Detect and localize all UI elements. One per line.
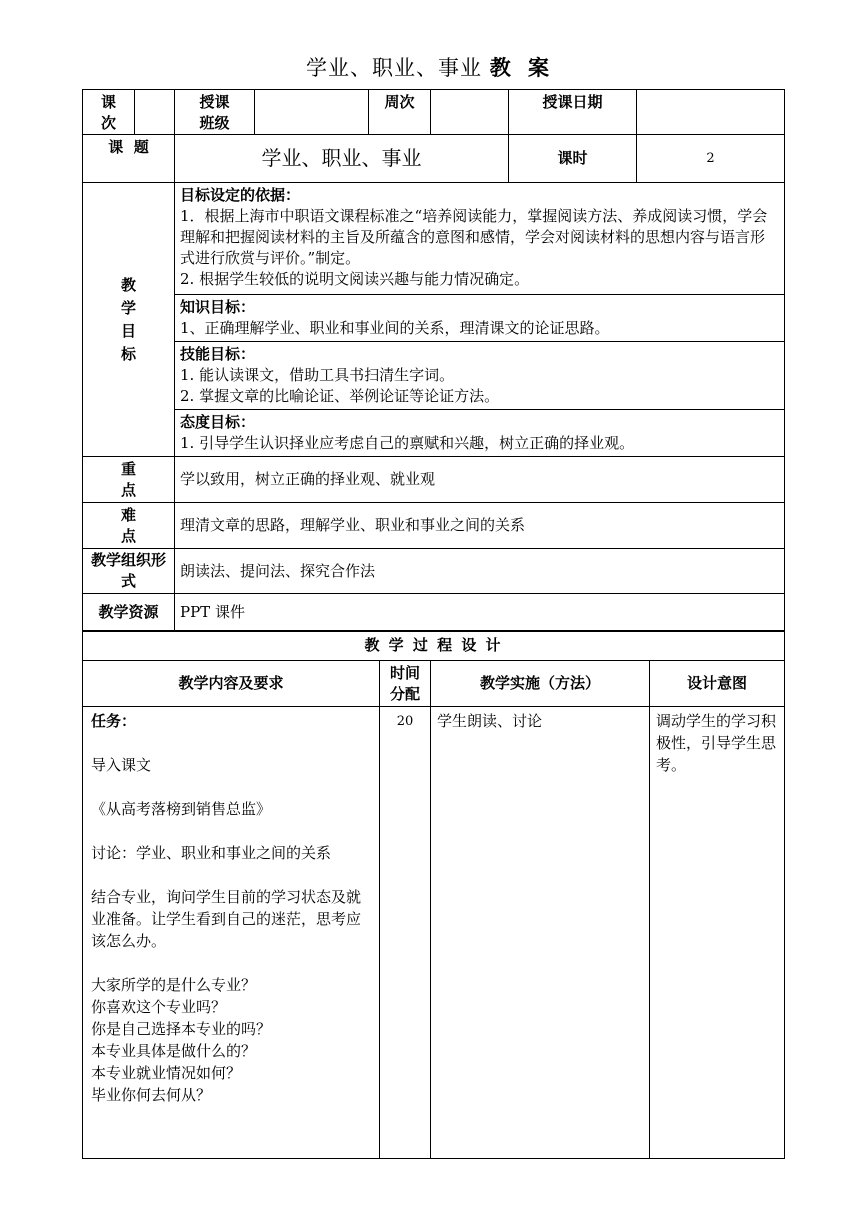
topic-label: 课 题 — [83, 135, 175, 183]
knowledge-text-1: 1、正确理解学业、职业和事业间的关系，理清课文的论证思路。 — [180, 319, 610, 337]
difficult-point-value: 理清文章的思路，理解学业、职业和事业之间的关系 — [175, 503, 785, 549]
knowledge-cell — [175, 295, 785, 342]
question-item: 你是自己选择本专业的吗？ — [91, 1020, 272, 1038]
question-item: 毕业你何去何从？ — [91, 1086, 212, 1104]
question-item: 本专业就业情况如何？ — [91, 1064, 242, 1082]
resource-label: 教学资源 — [83, 594, 175, 632]
method-value: 学生朗读、讨论 — [431, 707, 650, 1159]
process-table — [82, 630, 785, 1159]
task-label: 任务： — [91, 712, 137, 730]
question-item: 大家所学的是什么专业？ — [91, 976, 257, 994]
col-method-header: 教学实施（方法） — [431, 661, 650, 707]
class-label: 授课班级 — [175, 90, 255, 135]
skill-text-1: 1. 能认读课文，借助工具书扫清生字词。 — [180, 366, 455, 384]
basis-cell — [175, 183, 785, 295]
hours-value: 2 — [637, 135, 785, 183]
attitude-heading: 态度目标： — [180, 413, 256, 431]
hours-label: 课时 — [509, 135, 637, 183]
basis-text-1: 1．根据上海市中职语文课程标准之“培养阅读能力，掌握阅读方法、养成阅读习惯，学会理解和把握阅读材料的主旨及所蕴含的意图和感情，学会对阅读材料的思想内容与语言形式进行欣赏与评价。”制定。 — [180, 207, 768, 267]
col-content-header: 教学内容及要求 — [83, 661, 380, 707]
title-suffix: 教 案 — [489, 55, 554, 80]
organization-label: 教学组织形式 — [83, 549, 175, 594]
skill-cell — [175, 342, 785, 410]
topic-value: 学业、职业、事业 — [175, 135, 509, 183]
key-point-label: 重点 — [83, 457, 175, 503]
class-value — [255, 90, 369, 135]
knowledge-heading: 知识目标： — [180, 298, 256, 316]
date-label: 授课日期 — [509, 90, 637, 135]
question-item: 你喜欢这个专业吗？ — [91, 998, 227, 1016]
content-line: 讨论：学业、职业和事业之间的关系 — [91, 844, 332, 862]
difficult-point-label: 难点 — [83, 503, 175, 549]
lesson-no-label: 课次 — [83, 90, 135, 135]
time-value: 20 — [380, 707, 431, 1159]
skill-heading: 技能目标： — [180, 345, 256, 363]
content-line: 结合专业，询问学生目前的学习状态及就业准备。让学生看到自己的迷茫，思考应该怎么办。 — [91, 888, 362, 950]
skill-text-2: 2. 掌握文章的比喻论证、举例论证等论证方法。 — [180, 387, 500, 405]
col-intent-header: 设计意图 — [650, 661, 785, 707]
document-title — [0, 52, 860, 82]
intent-value: 调动学生的学习积极性，引导学生思考。 — [650, 707, 785, 1159]
basis-heading: 目标设定的依据： — [180, 186, 301, 204]
col-time-header: 时间分配 — [380, 661, 431, 707]
content-line: 导入课文 — [91, 756, 152, 774]
objectives-label: 教学目标 — [83, 183, 175, 457]
lesson-no-value — [135, 90, 175, 135]
week-value — [431, 90, 509, 135]
attitude-cell — [175, 410, 785, 457]
key-point-value: 学以致用，树立正确的择业观、就业观 — [175, 457, 785, 503]
organization-value: 朗读法、提问法、探究合作法 — [175, 549, 785, 594]
resource-value: PPT 课件 — [175, 594, 785, 632]
attitude-text-1: 1. 引导学生认识择业应考虑自己的禀赋和兴趣，树立正确的择业观。 — [180, 434, 635, 452]
question-item: 本专业具体是做什么的？ — [91, 1042, 257, 1060]
date-value — [637, 90, 785, 135]
content-line: 《从高考落榜到销售总监》 — [91, 800, 272, 818]
content-cell — [83, 707, 380, 1159]
title-main: 学业、职业、事业 — [306, 56, 482, 80]
basis-text-2: 2. 根据学生较低的说明文阅读兴趣与能力情况确定。 — [180, 270, 530, 288]
week-label: 周次 — [369, 90, 431, 135]
process-heading: 教 学 过 程 设 计 — [83, 631, 785, 661]
lesson-info-table — [82, 89, 785, 632]
